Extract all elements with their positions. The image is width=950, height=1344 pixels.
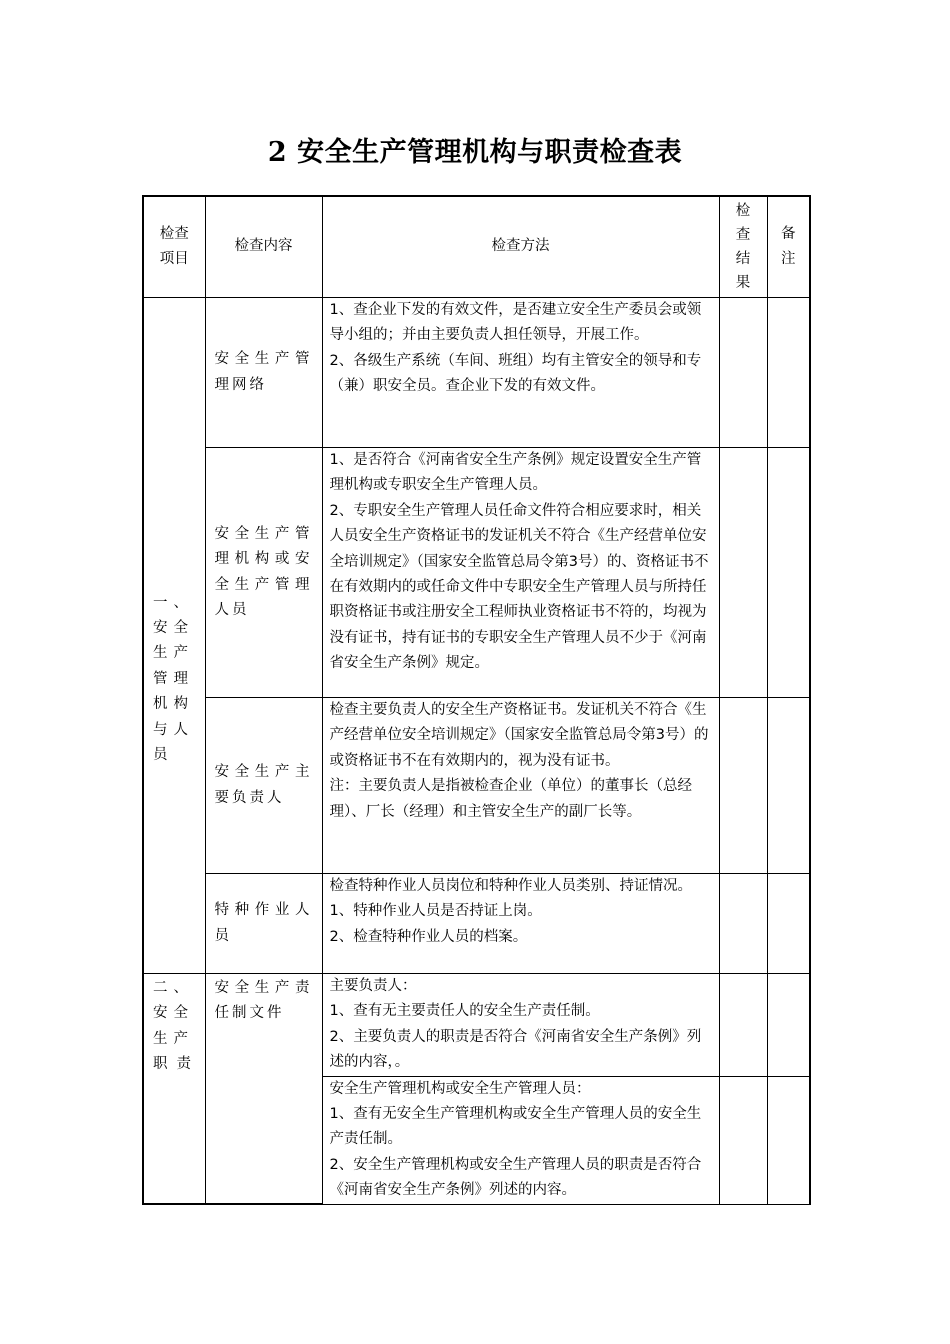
page-title: 2 安全生产管理机构与职责检查表 [267, 137, 683, 168]
method-cell: 1、是否符合《河南省安全生产条例》规定设置安全生产管理机构或专职安全生产管理人员。 2、专职安全生产管理人员任命文件符合相应要求时，相关人员安全生产资格证书的发证机关不符合《生产经营单位安全培训规定》（国家安全监管总局令第3号）的、资格证书不在有效期内的或任命文件中专职安全生产管理人员与所持任职资格证书或注册安全工程师执业资格证书不符的，均视为没有证书，持有证书的专职安全生产管理人员不少于《河南省安全生产条例》规定。 [322, 448, 719, 698]
method-cell: 检查主要负责人的安全生产资格证书。发证机关不符合《生产经营单位安全培训规定》（国家安全监管总局令第3号）的或资格证书不在有效期内的，视为没有证书。 注：主要负责人是指被检查企业（单位）的董事长（总经理）、厂长（经理）和主管安全生产的副厂长等。 [322, 698, 719, 874]
method-cell: 检查特种作业人员岗位和特种作业人员类别、持证情况。 1、特种作业人员是否持证上岗。 2、检查特种作业人员的档案。 [322, 874, 719, 974]
content-cell: 特种作业人员 [205, 874, 322, 974]
table-row [143, 974, 810, 1077]
note-cell [767, 874, 810, 974]
note-cell [767, 974, 810, 1077]
method-cell: 1、查企业下发的有效文件，是否建立安全生产委员会或领导小组的；并由主要负责人担任领导，开展工作。 2、各级生产系统（车间、班组）均有主管安全的领导和专（兼）职安全员。查企业下发的有效文件。 [322, 298, 719, 448]
table-row [143, 298, 810, 448]
content-cell: 安全生产管理机构或安全生产管理人员 [205, 448, 322, 698]
table-header-row [143, 196, 810, 298]
result-cell [719, 298, 767, 448]
header-method: 检查方法 [322, 196, 719, 298]
note-cell [767, 1076, 810, 1204]
table-row [143, 448, 810, 698]
result-cell [719, 698, 767, 874]
result-cell [719, 874, 767, 974]
header-note: 备注 [767, 196, 810, 298]
result-cell [719, 1076, 767, 1204]
result-cell [719, 448, 767, 698]
note-cell [767, 698, 810, 874]
method-cell: 主要负责人： 1、查有无主要责任人的安全生产责任制。 2、主要负责人的职责是否符合《河南省安全生产条例》列述的内容，。 [322, 974, 719, 1077]
header-item: 检查项目 [143, 196, 205, 298]
category-cell: 二、安全生产职责 [143, 974, 205, 1205]
inspection-table [142, 195, 811, 1205]
header-result: 检查结果 [719, 196, 767, 298]
method-cell: 安全生产管理机构或安全生产管理人员： 1、查有无安全生产管理机构或安全生产管理人员的安全生产责任制。 2、安全生产管理机构或安全生产管理人员的职责是否符合《河南省安全生产条例》列述的内容。 [322, 1076, 719, 1204]
category-cell: 一、安全生产管理机构与人员 [143, 298, 205, 974]
content-cell: 安全生产责任制文件 [205, 974, 322, 1205]
content-cell: 安全生产管理网络 [205, 298, 322, 448]
result-cell [719, 974, 767, 1077]
table-row [143, 874, 810, 974]
content-cell: 安全生产主要负责人 [205, 698, 322, 874]
note-cell [767, 448, 810, 698]
note-cell [767, 298, 810, 448]
table-row [143, 698, 810, 874]
header-content: 检查内容 [205, 196, 322, 298]
